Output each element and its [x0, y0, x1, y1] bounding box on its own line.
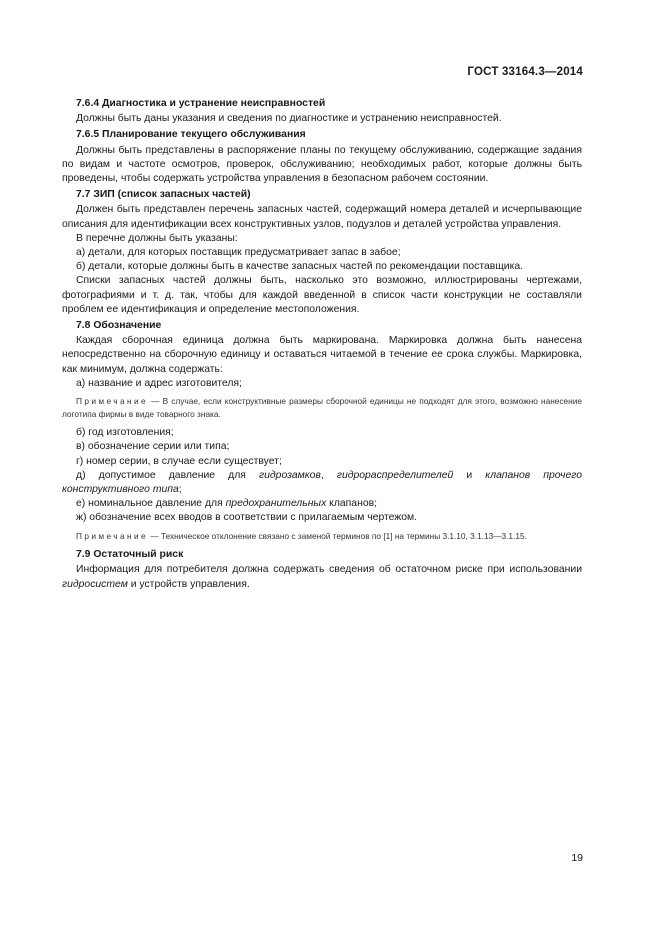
term-hydrosystems: гидросистем	[62, 578, 128, 590]
list-item-text: клапанов;	[326, 498, 378, 510]
document-body	[62, 95, 582, 592]
paragraph-7-7-illustrations: Списки запасных частей должны быть, насколько это возможно, иллюстрированы чертежами, фотографиями и т. д. так, чтобы для каждой введенной в список части конструкции не составляли проблем ее идентификация и определение местоположения.	[62, 275, 582, 315]
paragraph-text: Информация для потребителя должна содержать сведения об остаточном риске при использовании	[76, 564, 582, 576]
paragraph-text: и устройств управления.	[127, 578, 250, 590]
paragraph-7-8-intro: Каждая сборочная единица должна быть маркирована. Маркировка должна быть нанесена непосредственно на сборочную единицу и оставаться читаемой в течение ее срока службы. Маркировка, как минимум, должна содержать:	[62, 335, 582, 375]
heading-7-7: 7.7 ЗИП (список запасных частей)	[76, 189, 251, 201]
term-valves-other-type: клапанов прочего конструктивного типа	[62, 469, 583, 496]
list-item-7-8-b: б) год изготовления;	[76, 427, 174, 439]
heading-7-8: 7.8 Обозначение	[76, 320, 162, 332]
list-item-text: д) допустимое давление для	[76, 469, 260, 481]
list-item-7-8-a: а) название и адрес изготовителя;	[76, 377, 242, 389]
heading-7-6-5: 7.6.5 Планирование текущего обслуживания	[76, 129, 306, 141]
note-text: — В случае, если конструктивные размеры сборочной единицы не подходят для этого, возможно нанесение логотипа фирмы в виде товарного знака.	[62, 396, 582, 419]
page-number: 19	[571, 852, 583, 864]
paragraph-7-7-intro: Должен быть представлен перечень запасных частей, содержащий номера деталей и исчерпывающие описания для идентификации всех конструктивных узлов, подузлов и деталей устройства управления.	[62, 204, 582, 230]
list-item-7-8-v: в) обозначение серии или типа;	[76, 441, 230, 453]
list-item-7-8-g: г) номер серии, в случае если существует;	[76, 455, 282, 467]
document-standard-id: ГОСТ 33164.3—2014	[467, 66, 583, 78]
term-hydrodistributors: гидрораспределителей	[336, 469, 454, 481]
note-7-8-logo	[62, 395, 582, 420]
list-item-7-7-a: а) детали, для которых поставщик предусматривает запас в забое;	[76, 247, 401, 259]
term-hydrolocks: гидрозамков	[259, 469, 321, 481]
paragraph-7-6-5: Должны быть представлены в распоряжение планы по текущему обслуживанию, содержащие задания по видам и частоте осмотров, проверок, обслуживанию; необходимых работ, которые должны быть проведены, чтобы содержать устройства управления в безопасном рабочем состоянии.	[62, 144, 582, 185]
list-item-text: ;	[178, 484, 182, 496]
list-item-text: и	[453, 469, 486, 481]
paragraph-7-7-list-lead: В перечне должны быть указаны:	[76, 232, 238, 244]
list-item-7-8-e	[62, 497, 582, 511]
note-label: Примечание	[76, 530, 149, 541]
paragraph-7-6-4: Должны быть даны указания и сведения по диагностике и устранению неисправностей.	[76, 113, 502, 125]
list-item-7-8-d	[62, 469, 582, 497]
note-label: Примечание	[76, 396, 149, 407]
paragraph-7-9	[62, 563, 582, 591]
heading-7-6-4: 7.6.4 Диагностика и устранение неисправностей	[76, 98, 326, 109]
list-item-text: е) номинальное давление для	[76, 498, 226, 510]
list-item-text: ,	[320, 469, 337, 481]
heading-7-9: 7.9 Остаточный риск	[76, 549, 184, 561]
list-item-7-7-b: б) детали, которые должны быть в качестве запасных частей по рекомендации поставщика.	[76, 261, 524, 273]
note-7-8-terms	[62, 530, 582, 543]
note-text: — Техническое отклонение связано с заменой терминов по [1] на термины 3.1.10, 3.1.13—3.1.15.	[148, 530, 527, 541]
list-item-7-8-zh: ж) обозначение всех вводов в соответствии с прилагаемым чертежом.	[76, 512, 418, 524]
term-safety: предохранительных	[225, 498, 327, 510]
